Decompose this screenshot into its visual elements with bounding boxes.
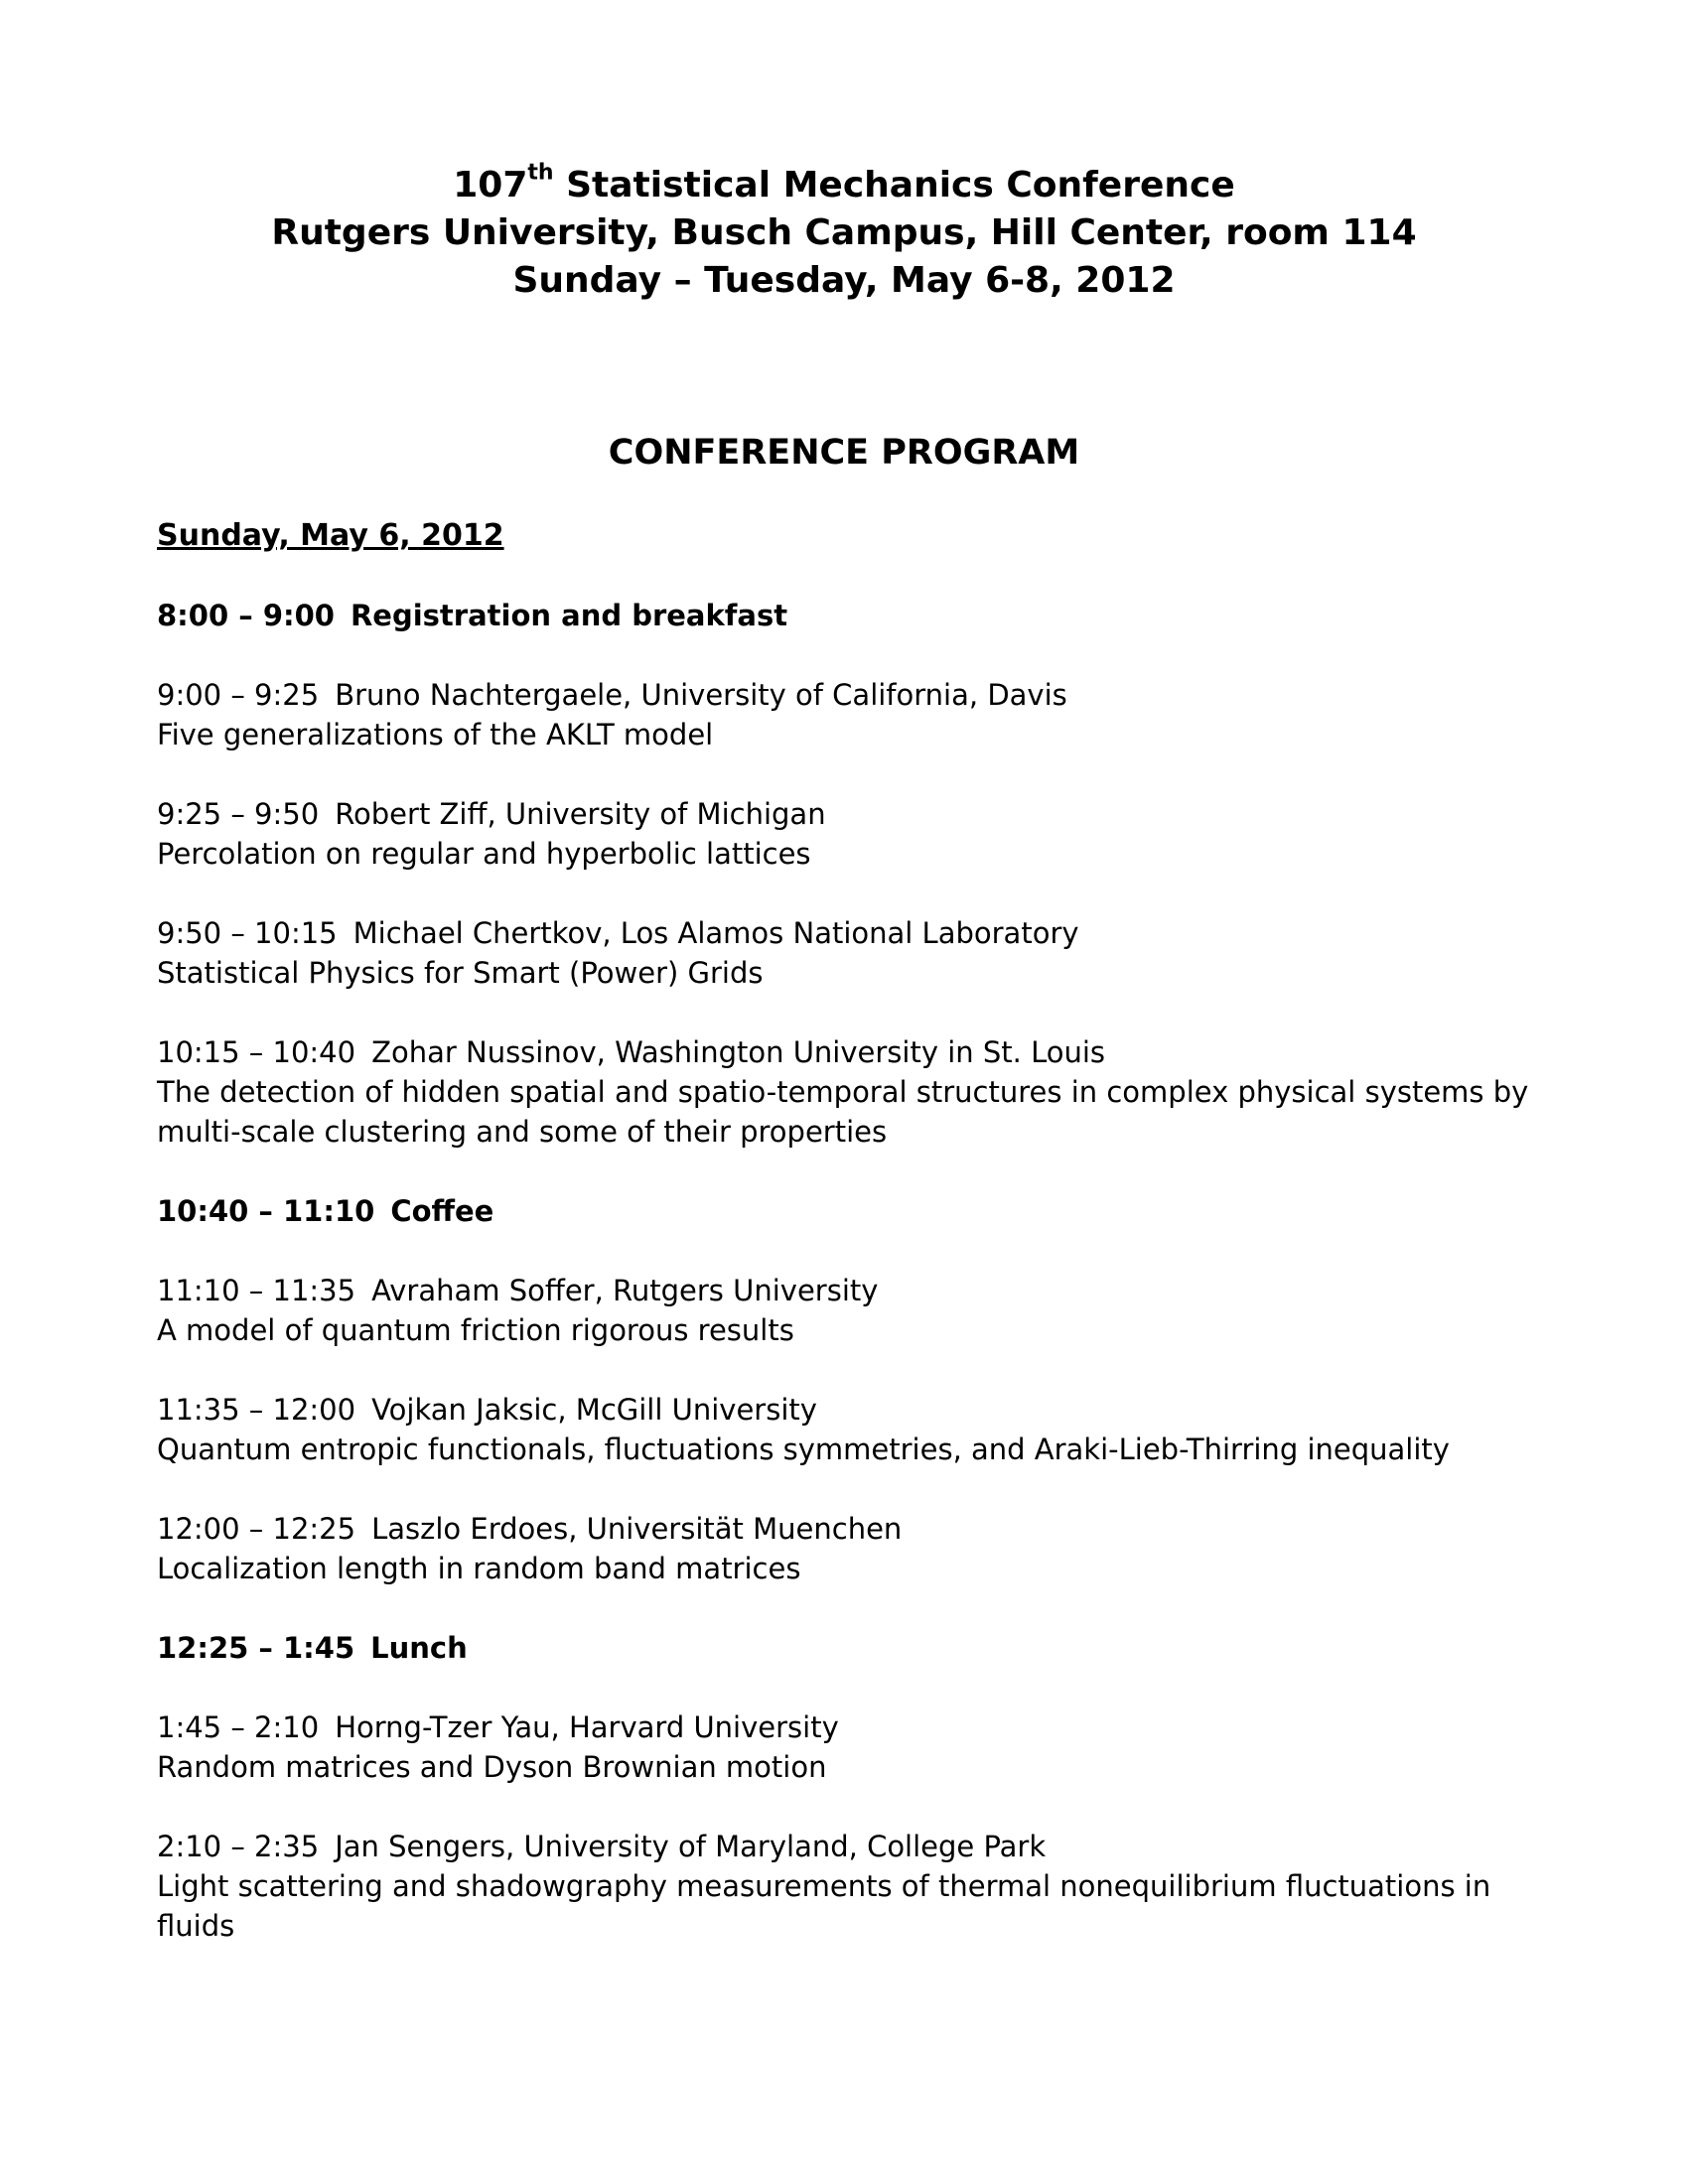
session-time: 11:10 – 11:35 [157, 1274, 356, 1307]
session-time: 12:25 – 1:45 [157, 1631, 355, 1665]
talk-title: Percolation on regular and hyperbolic lattices [157, 837, 811, 871]
speaker-affiliation: Horng-Tzer Yau, Harvard University [335, 1710, 839, 1744]
talk-title: Statistical Physics for Smart (Power) Grids [157, 956, 764, 990]
session-time: 12:00 – 12:25 [157, 1512, 356, 1546]
session-time: 1:45 – 2:10 [157, 1710, 320, 1744]
program-title: CONFERENCE PROGRAM [608, 433, 1080, 473]
conference-title: Statistical Mechanics Conference [553, 165, 1235, 205]
conference-header [0, 162, 1688, 305]
talk-item [157, 1271, 1567, 1350]
session-time: 9:50 – 10:15 [157, 916, 338, 950]
session-time: 11:35 – 12:00 [157, 1393, 356, 1427]
session-time: 9:00 – 9:25 [157, 678, 320, 712]
talk-title: Quantum entropic functionals, fluctuations symmetries, and Araki-Lieb-Thirring inequality [157, 1433, 1450, 1466]
day-heading: Sunday, May 6, 2012 [157, 518, 504, 553]
speaker-affiliation: Avraham Soffer, Rutgers University [371, 1274, 879, 1307]
conference-name [0, 162, 1688, 209]
talk-item [157, 1390, 1567, 1469]
edition-number: 107 [453, 165, 528, 205]
speaker-affiliation: Vojkan Jaksic, McGill University [371, 1393, 817, 1427]
talk-title: A model of quantum friction rigorous results [157, 1313, 794, 1347]
speaker-affiliation: Michael Chertkov, Los Alamos National Laboratory [352, 916, 1079, 950]
talk-title: Five generalizations of the AKLT model [157, 718, 714, 751]
session-time: 2:10 – 2:35 [157, 1830, 320, 1863]
talk-item [157, 913, 1567, 993]
speaker-affiliation: Bruno Nachtergaele, University of California, Davis [335, 678, 1067, 712]
talk-item [157, 675, 1567, 754]
conference-dates: Sunday – Tuesday, May 6-8, 2012 [512, 260, 1176, 301]
talk-item [157, 1707, 1567, 1787]
talk-title: Localization length in random band matrices [157, 1552, 801, 1585]
session-time: 8:00 – 9:00 [157, 599, 335, 632]
break-item [157, 596, 1567, 635]
talk-title: Light scattering and shadowgraphy measurements of thermal nonequilibrium fluctuations in fluids [157, 1869, 1491, 1943]
break-label: Coffee [390, 1194, 494, 1228]
conference-venue: Rutgers University, Busch Campus, Hill Center, room 114 [271, 212, 1417, 253]
speaker-affiliation: Robert Ziff, University of Michigan [335, 797, 826, 831]
talk-item [157, 1827, 1567, 1946]
break-label: Lunch [370, 1631, 468, 1665]
break-item [157, 1628, 1567, 1668]
session-time: 9:25 – 9:50 [157, 797, 320, 831]
speaker-affiliation: Jan Sengers, University of Maryland, College Park [335, 1830, 1047, 1863]
speaker-affiliation: Laszlo Erdoes, Universität Muenchen [371, 1512, 903, 1546]
talk-title: The detection of hidden spatial and spatio-temporal structures in complex physical systems by multi-scale clustering and some of their properties [157, 1075, 1529, 1149]
session-time: 10:40 – 11:10 [157, 1194, 375, 1228]
talk-item [157, 1509, 1567, 1588]
speaker-affiliation: Zohar Nussinov, Washington University in St. Louis [371, 1035, 1106, 1069]
program-content [157, 516, 1567, 1946]
break-item [157, 1191, 1567, 1231]
talk-title: Random matrices and Dyson Brownian motion [157, 1750, 827, 1784]
session-time: 10:15 – 10:40 [157, 1035, 356, 1069]
break-label: Registration and breakfast [350, 599, 788, 632]
talk-item [157, 1032, 1567, 1152]
talk-item [157, 794, 1567, 874]
edition-suffix: th [527, 160, 554, 186]
schedule-list [157, 596, 1567, 1946]
